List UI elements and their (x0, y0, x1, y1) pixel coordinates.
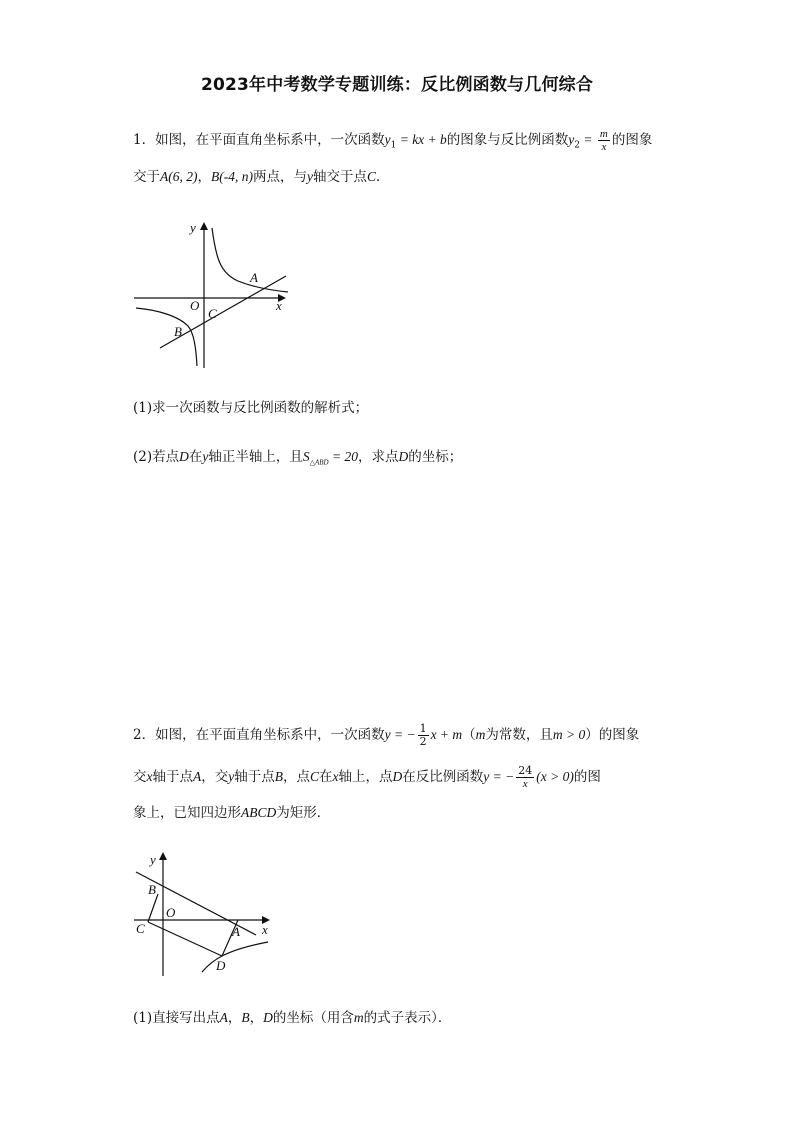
q1-sub-2 (133, 447, 462, 473)
q1-label-y: y (190, 220, 196, 235)
q1-sub2-d2: D (398, 449, 409, 464)
q1-fraction (598, 128, 610, 153)
q2-quad: ABCD (241, 805, 277, 820)
q2-text: 为矩形． (276, 805, 331, 821)
q2-fraction-2 (516, 765, 534, 790)
q2-eq-b: x + m (430, 727, 463, 742)
q2-line-2 (133, 765, 601, 790)
q2-sub1-text: ， (227, 1010, 242, 1026)
q2-label-b: B (148, 882, 156, 897)
q2-m: m (475, 727, 486, 742)
q2-label-a: A (232, 924, 240, 939)
q2-text: 在反比例函数 (402, 769, 484, 785)
q2-line-1 (133, 723, 639, 748)
q2-sub1-m: m (353, 1010, 364, 1025)
q1-sub2-eq: = 20 (328, 449, 358, 464)
q1-label-x: x (276, 298, 282, 313)
q2-line-3 (133, 803, 330, 823)
q1-y2: y (568, 132, 575, 147)
q1-line-1 (133, 128, 652, 156)
q1-sub2-text: 轴正半轴上，且 (208, 449, 303, 465)
q1-sub2-y: y (202, 449, 209, 464)
q2-label-o: O (166, 905, 176, 920)
q2-sub1-d: D (263, 1010, 273, 1025)
q1-text: 轴交于点 (312, 169, 367, 185)
q1-text: 的图象 (611, 132, 653, 148)
q1-line-2 (133, 167, 390, 187)
q2-sub1-text: (1)直接写出点 (133, 1010, 220, 1026)
q2-eq2-b: (x > 0) (536, 769, 574, 784)
q2-d1: D (392, 769, 403, 784)
q1-label-a: A (250, 270, 258, 285)
q1-point-a: A(6, 2) (160, 169, 198, 184)
q2-x1: x (146, 769, 153, 784)
q2-text: 轴上，点 (338, 769, 393, 785)
q1-text: 1．如图，在平面直角坐标系中，一次函数 (133, 132, 385, 148)
q2-side-bc (148, 894, 158, 922)
q1-hyperbola-branch-3 (136, 308, 197, 366)
q1-axis-y: y (306, 169, 313, 184)
q1-frac-den: x (601, 141, 607, 153)
q1-label-b: B (174, 324, 182, 339)
q2-figure (128, 850, 278, 980)
q2-side-cd (148, 922, 222, 956)
q2-text: 2．如图，在平面直角坐标系中，一次函数 (133, 727, 385, 743)
q1-eq2: = (580, 132, 596, 147)
q1-y2-sub: 2 (574, 140, 581, 151)
q2-sub-1 (133, 1008, 451, 1028)
q1-text: 的图象与反比例函数 (446, 132, 569, 148)
q2-hyperbola (202, 942, 268, 972)
q2-fraction (418, 723, 429, 748)
q2-label-d: D (216, 958, 226, 973)
q2-text: 轴于点 (234, 769, 275, 785)
q1-y1-sub: 1 (390, 140, 397, 151)
page-title: 2023年中考数学专题训练：反比例函数与几何综合 (200, 75, 594, 95)
q1-sub-1: (1)求一次函数与反比例函数的解析式； (133, 400, 369, 416)
q2-b1: B (274, 769, 283, 784)
q1-label-o: O (190, 298, 200, 313)
q1-sub2-text: (2)若点 (133, 449, 180, 465)
q2-text: 交 (133, 769, 147, 785)
q2-y1: y (228, 769, 235, 784)
q1-sub2-text: 的坐标； (408, 449, 463, 465)
q1-text: 交于 (133, 169, 160, 185)
q2-sub1-a: A (219, 1010, 228, 1025)
q2-y-arrow (159, 852, 167, 860)
q1-sub2-text: ，求点 (358, 449, 399, 465)
q2-eq-a: y = − (384, 727, 416, 742)
q2-text: 为常数，且 (485, 727, 553, 743)
q1-sub2-d: D (179, 449, 189, 464)
q2-frac2-num: 24 (518, 764, 533, 777)
q1-point-b: B(-4, n) (211, 169, 253, 184)
q2-c1: C (310, 769, 320, 784)
q1-text: ． (376, 169, 390, 185)
q2-text: 轴于点 (152, 769, 193, 785)
q2-cond: m > 0 (552, 727, 586, 742)
q2-label-x: x (262, 922, 268, 937)
q2-frac2-den: x (522, 778, 528, 790)
q2-text: 象上，已知四边形 (133, 805, 241, 821)
q1-label-c: C (208, 306, 217, 321)
q2-frac-den: 2 (419, 735, 427, 748)
q1-sub2-text: 在 (188, 449, 203, 465)
q1-sub2-s-sub: △ABD (309, 458, 329, 467)
q2-x2: x (332, 769, 339, 784)
q2-frac-num: 1 (419, 722, 427, 735)
q2-sub1-text: 的坐标（用含 (272, 1010, 354, 1026)
q2-text: （ (462, 727, 476, 743)
q1-y-arrow (200, 222, 208, 230)
q2-label-c: C (136, 921, 145, 936)
q2-text: ，交 (201, 769, 229, 785)
q1-frac-num: m (599, 128, 608, 140)
q2-sub1-text: 的式子表示）． (363, 1010, 452, 1026)
q2-eq2-a: y = − (483, 769, 515, 784)
q2-a1: A (193, 769, 202, 784)
q1-eq1: = kx + b (396, 132, 447, 147)
q2-text: 在 (319, 769, 333, 785)
q1-text: 两点，与 (252, 169, 307, 185)
q1-y1: y (384, 132, 391, 147)
q1-sub2-s: S (302, 449, 310, 464)
q1-point-c: C (366, 169, 376, 184)
q2-text: ，点 (283, 769, 310, 785)
q2-text: 的图 (573, 769, 601, 785)
q2-label-y: y (150, 852, 156, 867)
q2-text: ）的图象 (585, 727, 640, 743)
q1-text: ， (197, 169, 211, 185)
q2-sub1-b: B (241, 1010, 250, 1025)
q1-figure (128, 218, 293, 373)
q2-sub1-text: ， (249, 1010, 264, 1026)
